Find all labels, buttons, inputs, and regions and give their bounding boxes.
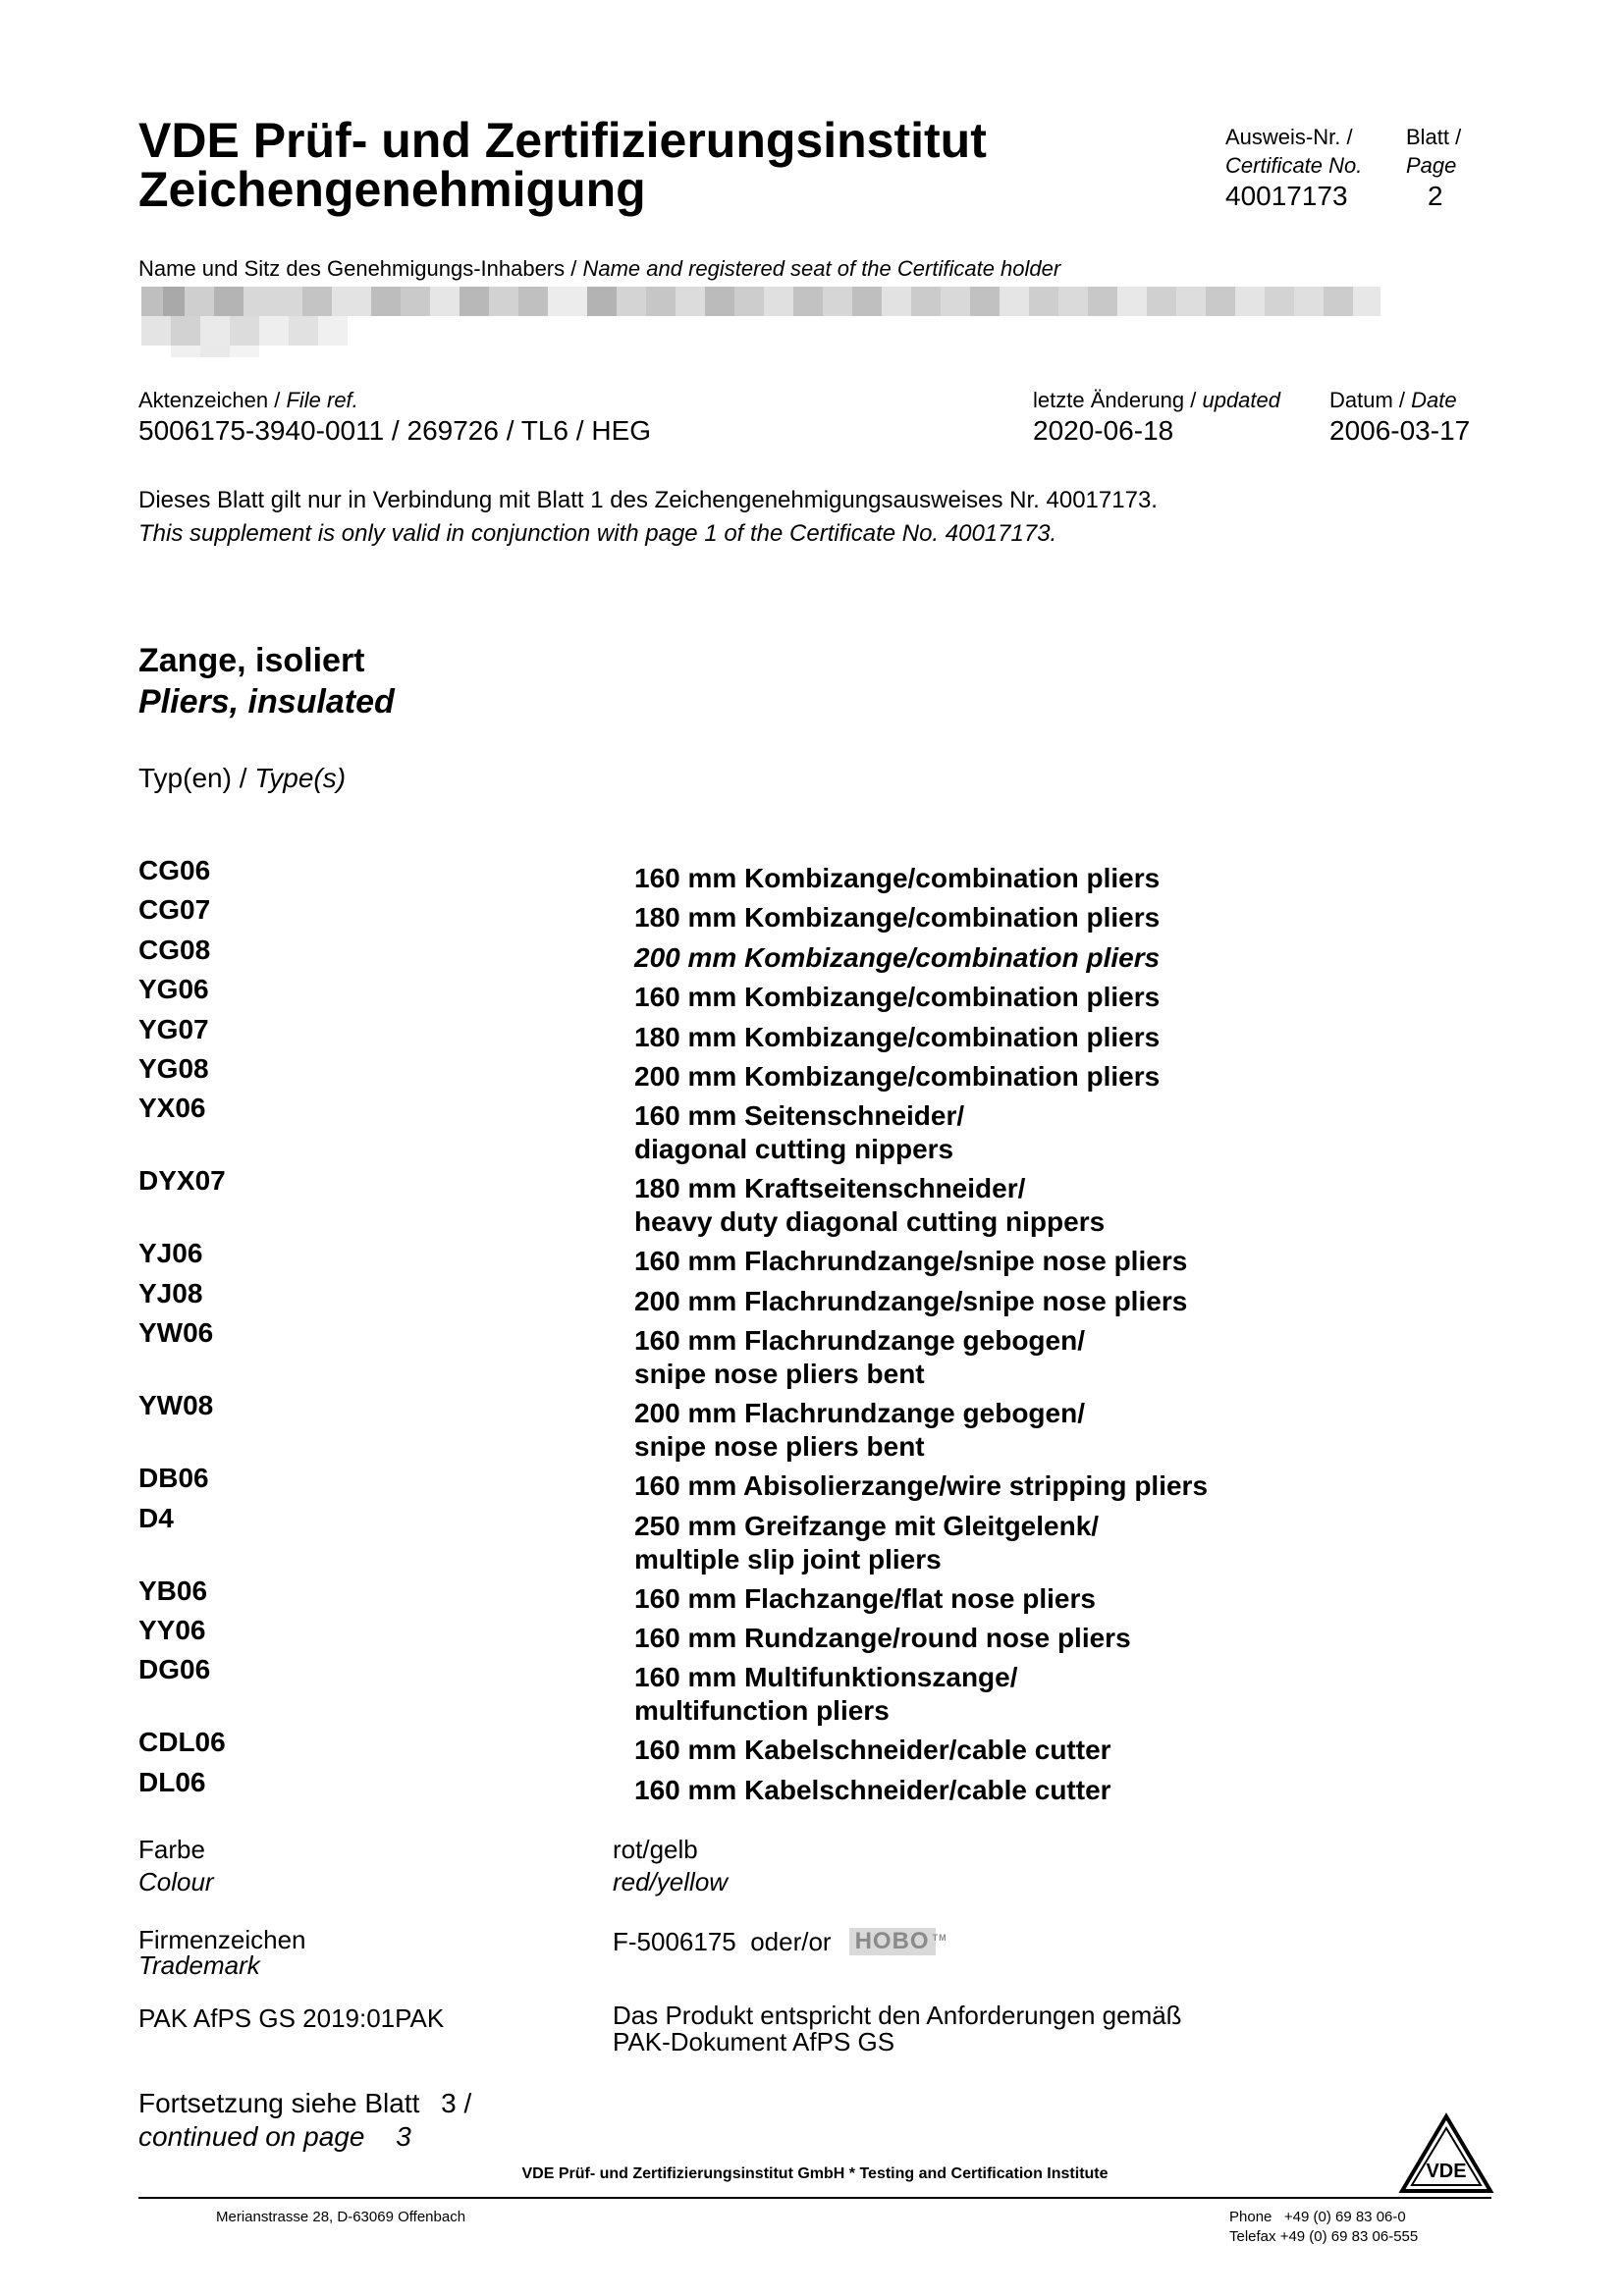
type-description-line1: 200 mm Flachrundzange/snipe nose pliers xyxy=(634,1285,1188,1316)
type-description xyxy=(634,941,1160,975)
standard-label: PAK AfPS GS 2019:01PAK xyxy=(138,2003,445,2033)
continuation xyxy=(138,2087,471,2154)
type-description xyxy=(634,1397,1085,1464)
footer-address: Merianstrasse 28, D-63069 Offenbach xyxy=(216,2209,466,2225)
product-name xyxy=(138,640,395,722)
type-code: CG06 xyxy=(138,855,211,885)
product-name-de: Zange, isoliert xyxy=(138,642,365,679)
type-code: YJ08 xyxy=(138,1277,203,1308)
vde-logo-text: VDE xyxy=(1426,2161,1467,2182)
type-description-line1: 160 mm Flachrundzange gebogen/ xyxy=(634,1325,1085,1357)
type-description xyxy=(634,1172,1105,1239)
types-label: Typ(en) / xyxy=(138,763,247,793)
type-description xyxy=(634,1734,1111,1767)
type-code: CDL06 xyxy=(138,1727,226,1758)
page-label: Blatt / xyxy=(1406,125,1462,149)
type-description-line1: 160 mm Kombizange/combination pliers xyxy=(634,982,1161,1013)
footer-divider xyxy=(138,2197,1491,2199)
type-description-line1: 180 mm Kraftseitenschneider/ xyxy=(634,1173,1026,1204)
updated-label-en: updated xyxy=(1202,388,1280,412)
type-description-line1: 180 mm Kombizange/combination pliers xyxy=(634,1021,1161,1052)
file-ref-value: 5006175-3940-0011 / 269726 / TL6 / HEG xyxy=(138,415,652,446)
file-ref-label-en: File ref. xyxy=(286,388,358,412)
page-number: 2 xyxy=(1428,181,1443,211)
type-description-line1: 160 mm Flachzange/flat nose pliers xyxy=(634,1582,1096,1614)
type-description-line1: 160 mm Flachrundzange/snipe nose pliers xyxy=(634,1246,1188,1277)
footer-phone: Phone +49 (0) 69 83 06-0 xyxy=(1229,2209,1406,2225)
validity-note-de: Dieses Blatt gilt nur in Verbindung mit Blatt 1 des Zeichengenehmigungsausweises Nr. 40017173. xyxy=(138,487,1158,513)
redacted-row-1 xyxy=(141,287,1467,316)
type-code: YJ06 xyxy=(138,1238,203,1269)
type-code: YG07 xyxy=(138,1013,209,1044)
type-description xyxy=(634,1099,964,1166)
type-description xyxy=(634,1245,1187,1278)
page-label-en: Page xyxy=(1406,153,1457,178)
trademark-label-en: Trademark xyxy=(138,1950,260,1980)
holder-label-en: Name and registered seat of the Certificate holder xyxy=(582,256,1061,281)
type-description xyxy=(634,1510,1099,1576)
type-code: DG06 xyxy=(138,1654,211,1685)
redacted-holder-name xyxy=(141,287,1467,365)
type-code: YW06 xyxy=(138,1317,214,1349)
type-description xyxy=(634,1774,1111,1807)
certificate-label-en: Certificate No. xyxy=(1225,153,1363,178)
type-description-line2: snipe nose pliers bent xyxy=(634,1431,925,1463)
type-description-line1: 160 mm Multifunktionszange/ xyxy=(634,1662,1018,1693)
holder-label xyxy=(138,255,1060,283)
type-description-line1: 200 mm Kombizange/combination pliers xyxy=(634,941,1161,973)
standard-text xyxy=(613,2002,1182,2056)
type-description-line1: 160 mm Seitenschneider/ xyxy=(634,1100,965,1132)
footer-fax: Telefax +49 (0) 69 83 06-555 xyxy=(1229,2228,1419,2245)
type-description xyxy=(634,981,1160,1014)
product-name-en: Pliers, insulated xyxy=(138,683,395,721)
type-description xyxy=(634,1622,1131,1655)
validity-note xyxy=(138,484,1158,551)
type-description xyxy=(634,1021,1160,1054)
type-description-line2: snipe nose pliers bent xyxy=(634,1359,925,1390)
file-ref-label: Aktenzeichen / xyxy=(138,388,281,412)
type-code: DYX07 xyxy=(138,1165,226,1197)
colour-label xyxy=(138,1834,214,1898)
type-code: CG07 xyxy=(138,894,211,926)
footer-contact xyxy=(1229,2208,1418,2247)
continuation-de-page: 3 / xyxy=(441,2088,472,2118)
date-label-en: Date xyxy=(1411,388,1457,412)
standard-text-line2: PAK-Dokument AfPS GS xyxy=(613,2027,895,2056)
type-code: YW08 xyxy=(138,1390,214,1421)
type-description-line2: heavy duty diagonal cutting nippers xyxy=(634,1206,1106,1238)
hobo-logo-tm: TM xyxy=(932,1933,947,1943)
type-description-line1: 250 mm Greifzange mit Gleitgelenk/ xyxy=(634,1510,1100,1541)
type-description-line1: 160 mm Kabelschneider/cable cutter xyxy=(634,1774,1111,1805)
type-description xyxy=(634,1661,1018,1728)
type-description xyxy=(634,1469,1208,1503)
validity-note-en: This supplement is only valid in conjunction with page 1 of the Certificate No. 40017173. xyxy=(138,520,1057,547)
date-value: 2006-03-17 xyxy=(1329,415,1471,446)
types-heading xyxy=(138,762,346,795)
page-title xyxy=(138,113,987,217)
type-code: YY06 xyxy=(138,1615,206,1645)
title-line-2: Zeichengenehmigung xyxy=(138,162,646,217)
type-description-line1: 180 mm Kombizange/combination pliers xyxy=(634,902,1161,934)
type-description-line1: 160 mm Kabelschneider/cable cutter xyxy=(634,1735,1111,1766)
type-description xyxy=(634,862,1160,895)
date-block xyxy=(1329,387,1470,448)
continuation-en-page: 3 xyxy=(396,2121,411,2152)
colour-label-de: Farbe xyxy=(138,1835,205,1864)
date-label: Datum / xyxy=(1329,388,1406,412)
type-description xyxy=(634,901,1160,934)
colour-value-en: red/yellow xyxy=(613,1867,729,1896)
certificate-number-block xyxy=(1225,123,1362,213)
standard-text-line1: Das Produkt entspricht den Anforderungen gemäß xyxy=(613,2001,1182,2030)
trademark-text: F-5006175 oder/or xyxy=(613,1927,832,1956)
redacted-row-3 xyxy=(171,346,259,357)
updated-value: 2020-06-18 xyxy=(1033,415,1174,446)
file-ref-block xyxy=(138,387,651,448)
redacted-row-2 xyxy=(141,316,348,346)
type-description-line1: 160 mm Rundzange/round nose pliers xyxy=(634,1623,1131,1653)
footer-institute: VDE Prüf- und Zertifizierungsinstitut GmbH * Testing and Certification Institute xyxy=(521,2165,1109,2182)
updated-label: letzte Änderung / xyxy=(1033,388,1197,412)
type-description xyxy=(634,1582,1096,1616)
page-number-block xyxy=(1406,123,1461,213)
type-description-line2: diagonal cutting nippers xyxy=(634,1134,954,1165)
type-description-line1: 200 mm Kombizange/combination pliers xyxy=(634,1061,1161,1092)
title-line-1: VDE Prüf- und Zertifizierungsinstitut xyxy=(138,113,987,168)
type-code: DB06 xyxy=(138,1463,209,1494)
updated-block xyxy=(1033,387,1280,448)
continuation-de: Fortsetzung siehe Blatt xyxy=(138,2088,420,2118)
trademark-label xyxy=(138,1927,306,1978)
type-code: YX06 xyxy=(138,1093,206,1124)
type-code: D4 xyxy=(138,1502,174,1533)
colour-label-en: Colour xyxy=(138,1867,214,1896)
vde-logo xyxy=(1398,2112,1494,2195)
type-description xyxy=(634,1285,1187,1318)
trademark-value xyxy=(613,1927,947,1956)
type-description xyxy=(634,1324,1085,1391)
types-label-en: Type(s) xyxy=(254,763,347,793)
hobo-logo-text: HOBO xyxy=(854,1928,930,1954)
type-code: YB06 xyxy=(138,1575,208,1606)
type-description-line2: multifunction pliers xyxy=(634,1695,890,1727)
colour-value xyxy=(613,1834,728,1898)
trademark-label-de: Firmenzeichen xyxy=(138,1925,306,1954)
certificate-label: Ausweis-Nr. / xyxy=(1225,125,1353,149)
certificate-number: 40017173 xyxy=(1225,181,1348,211)
type-code: YG08 xyxy=(138,1053,209,1084)
colour-value-de: rot/gelb xyxy=(613,1835,698,1864)
type-description xyxy=(634,1060,1160,1094)
type-description-line1: 160 mm Kombizange/combination pliers xyxy=(634,863,1161,893)
type-code: YG06 xyxy=(138,974,209,1005)
holder-label-de: Name und Sitz des Genehmigungs-Inhabers / xyxy=(138,256,577,281)
type-code: DL06 xyxy=(138,1766,206,1797)
type-description-line2: multiple slip joint pliers xyxy=(634,1543,942,1575)
continuation-en: continued on page xyxy=(138,2121,365,2152)
type-code: CG08 xyxy=(138,934,211,965)
hobo-logo xyxy=(849,1928,947,1955)
type-description-line1: 200 mm Flachrundzange gebogen/ xyxy=(634,1398,1085,1429)
type-description-line1: 160 mm Abisolierzange/wire stripping pliers xyxy=(634,1470,1209,1502)
